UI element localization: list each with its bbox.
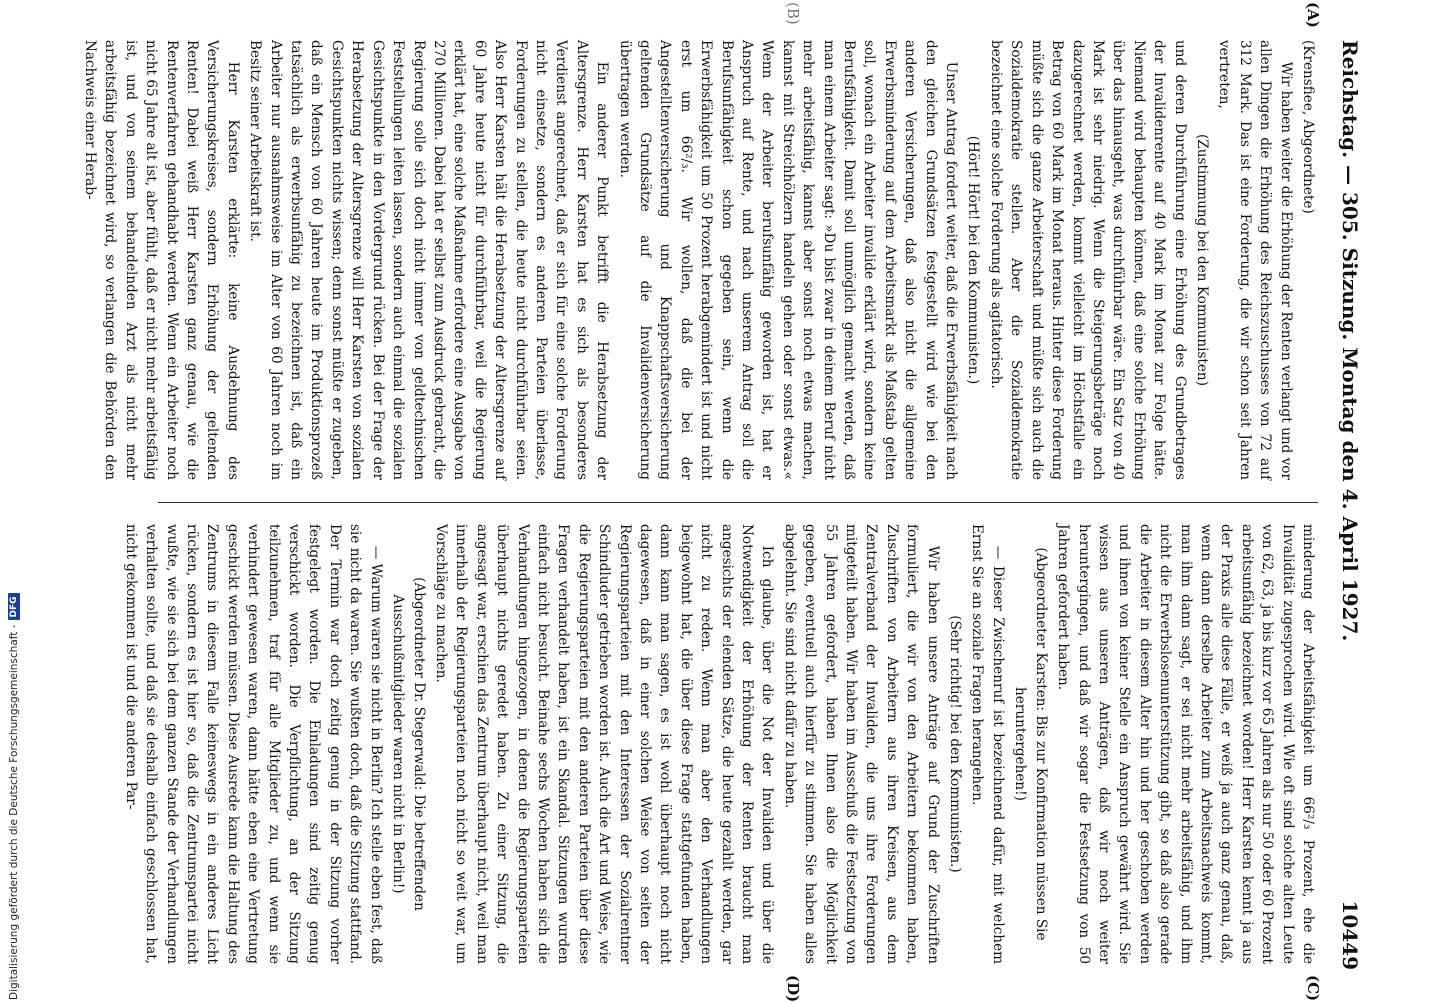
dfg-logo: DFG xyxy=(8,593,20,620)
page-number: 10449 xyxy=(1338,900,1362,970)
paragraph: (Krensfiee, Abgeordnete) xyxy=(1300,40,1316,214)
paragraph: Herr Karsten erklärte: keine Ausdehnung des Versicherungskreises, sondern Erhöhung der geltenden Renten! Dabei weiß Herr Karsten ganz genau, wie die Rentenverfahren gehandhabt werden. Wenn ein Arbeiter noch nicht 65 Jahre alt ist, aber fühlt, daß er nicht mehr arbeitsfähig ist, und von seinem behandelnden Arzt als nicht mehr arbeitsfähig bezeichnet wird, so verlangen die Behörden den Nachweis einer Herab- xyxy=(82,40,241,480)
paragraph: Wir haben weiter die Erhöhung der Renten verlangt und vor allen Dingen die Erhöhung des Reichszuschusses von 72 auf 312 Mark. Das ist eine Forderung, die wir schon seit Jahren vertreten, xyxy=(1216,40,1294,480)
interjection: (Hört! Hört! bei den Kommunisten.) xyxy=(965,135,982,385)
margin-mark-a: (A) xyxy=(1304,2,1322,28)
rotated-page-content xyxy=(82,2,1362,1002)
interjection: (Zustimmung bei den Kommunisten) xyxy=(1193,134,1210,386)
paragraph: minderung der Arbeitsfähigkeit um 66²/₃ Prozent, ehe die Invalidität zugesprochen wird. Wie oft sind solche alten Leute von 62, 63, ja bis kurz vor 65 Jahren als nur 50 oder 60 Prozent arbeitsunfähig bezeichnet worden! Herr Karsten kennt ja aus der Praxis alle diese Fälle, er weiß ja auch ganz genau, daß, wenn dann derselbe Arbeiter zum Arbeitsnachweis kommt, man ihm dann sagt, er sei nicht mehr arbeitsfähig, und ihm nicht die Erwerbslosenunterstützung gibt, so daß also gerade die Arbeiter in diesem Alter hin und her geschoben werden und ihnen von keiner Stelle ein Anspruch gewährt wird. Sie wissen aus unseren Anträgen, daß wir noch weiter heruntergingen, und daß wir sogar die Festsetzung von 50 Jahren gefordert haben. xyxy=(1055,524,1316,964)
right-text-column xyxy=(118,524,1318,964)
left-text-column xyxy=(82,40,1318,480)
margin-mark-b: (B) xyxy=(784,2,802,25)
paragraph: — Warum waren sie nicht in Berlin? Ich stelle eben fest, daß sie nicht da waren. Sie wußten doch, daß die Sitzung stattfand. Der Termin war doch zeitig genug in der Sitzung vorher festgelegt worden. Die Einladungen sind zeitig genug verschickt worden. Die Verpflichtung, an der Sitzung teilzunehmen, traf für alle Mitglieder zu, und wenn sie verhindert gewesen waren, dann hätte eben eine Vertretung geschickt werden müssen. Diese Ausrede kann die Haltung des Zentrums in diesem Falle keineswegs in ein anderes Licht rücken, sondern es ist hier so, daß die Zentrumspartei nicht wußte, wie sie sich bei dem ganzen Stande der Verhandlungen verhalten sollte, und daß sie deshalb einfach geschlossen hat, nicht gekommen ist und die anderen Par- xyxy=(122,524,384,964)
footer-text: Digitalisierung gefördert durch die Deutsche Forschungsgemeinschaft - xyxy=(8,624,20,1000)
digitization-footer xyxy=(8,593,20,1000)
interjection: (Sehr richtig! bei den Kommunisten.) xyxy=(947,615,964,873)
column-divider xyxy=(158,502,1318,503)
margin-mark-c: (C) xyxy=(1304,975,1322,1002)
header-title: Reichstag. — 305. Sitzung. Montag den 4. April 1927. xyxy=(1338,40,1362,642)
interjection: (Abgeordneter Dr. Stegerwald: Die betreffenden Ausschußmitglieder waren nicht in Berlin!) xyxy=(390,577,427,911)
page-header xyxy=(1336,40,1362,970)
paragraph: Wir haben unsere Anträge auf Grund der Zuschriften formuliert, die wir von den Arbeitern bekommen haben, Zuschriften von Arbeitern aus ihren Kreisen, aus dem Zentralverband der Invaliden, die uns ihre Forderungen mitgeteilt haben. Wir haben im Ausschuß die Festsetzung von 55 Jahren gefordert, haben Ihnen also die Möglichkeit gegeben, eventuell auch hierfür zu stimmen. Sie haben alles abgelehnt. Sie sind nicht dafür zu haben. xyxy=(781,524,941,964)
interjection: (Abgeordneter Karsten: Bis zur Konfirmation müssen Sie heruntergehen!) xyxy=(1012,547,1049,941)
paragraph: Ein anderer Punkt betrifft die Herabsetzung der Altersgrenze. Herr Karsten hat es sich als besonderes Verdienst angerechnet, daß er sich für eine solche Forderung nicht einsetze, sondern es anderen Parteien überlasse, Forderungen zu stellen, die heute nicht durchführbar seien. Also Herr Karsten hält die Herabsetzung der Altersgrenze auf 60 Jahre heute nicht für durchführbar, weil die Regierung erklärt hat, eine solche Maßnahme erfordere eine Ausgabe von 270 Millionen. Dabei hat er selbst zum Ausdruck gebracht, die Regierung solle sich doch nicht immer von geldtechnischen Feststellungen leiten lassen, sondern auch einmal die sozialen Gesichtspunkte in den Vordergrund rücken. Bei der Frage der Herabsetzung der Altersgrenze will Herr Karsten von sozialen Gesichtspunkten nichts wissen; denn sonst müßte er zugeben, daß ein Mensch von 60 Jahren heute im Produktionsprozeß tatsächlich als erwerbsunfähig zu bezeichnen ist, daß ein Arbeiter nur ausnahmsweise im Alter von 60 Jahren noch im Besitz seiner Arbeitskraft ist. xyxy=(247,40,611,480)
margin-mark-d: (D) xyxy=(784,975,802,1002)
paragraph: — Dieser Zwischenruf ist bezeichnend dafür, mit welchem Ernst Sie an soziale Fragen herangehen. xyxy=(969,524,1006,964)
paragraph: Ich glaube, über die Not der Invaliden und über die Notwendigkeit der Erhöhung der Renten braucht man angesichts der elenden Sätze, die heute gezahlt werden, gar nicht zu reden. Wenn man aber den Verhandlungen beigewohnt hat, die über diese Frage stattgefunden haben, dann kann man sagen, es ist wohl überhaupt noch nicht dagewesen, daß in einer solchen Weise von seiten der Regierungsparteien mit den Interessen der Sozialrentner Schindluder getrieben worden ist. Auch die Art und Weise, wie die Regierungsparteien mit den anderen Parteien über diese Fragen verhandelt haben, ist ein Skandal. Sitzungen wurden einfach nicht besucht. Beinahe sechs Wochen haben sich die Verhandlungen hingezogen, in denen die Regierungsparteien überhaupt nichts geredet haben. Zu einer Sitzung, die angesagt war, erschien das Zentrum überhaupt nicht, weil man innerhalb der Regierungsparteien noch nicht so weit war, um Vorschläge zu machen. xyxy=(432,524,776,964)
paragraph: und deren Durchführung eine Erhöhung des Grundbetrages der Invalidenrente auf 40 Mark im Monat zur Folge hätte. Niemand wird behaupten können, daß eine solche Erhöhung über das hinausgeht, was durchführbar wäre. Ein Satz von 40 Mark ist sehr niedrig. Wenn die Steigerungsbeträge noch dazugerechnet werden, kommt vielleicht im Höchstfalle ein Betrag von 60 Mark im Monat heraus. Hinter diese Forderung müßte sich die ganze Arbeiterschaft und müßte sich auch die Sozialdemokratie stellen. Aber die Sozialdemokratie bezeichnet eine solche Forderung als agitatorisch. xyxy=(987,40,1188,480)
paragraph: Unser Antrag fordert weiter, daß die Erwerbsfähigkeit nach den gleichen Grundsätzen festgestellt wird wie bei den anderen Versicherungen, daß also nicht die allgemeine Erwerbsminderung auf dem Arbeitsmarkt als Maßstab gelten soll, wonach ein Arbeiter invalide erklärt wird, sondern keine Berufsfähigkeit. Damit soll unmöglich gemacht werden, daß man einem Arbeiter sagt: »Du bist zwar in deinem Beruf nicht mehr arbeitsfähig, kannst aber sonst noch etwas machen, kannst mit Streichhölzern handeln gehen oder sonst etwas.« Wenn der Arbeiter berufsunfähig geworden ist, hat er Anspruch auf Rente, und nach unserem Antrag soll die Berufsunfähigkeit schon gegeben sein, wenn die Erwerbsfähigkeit um 50 Prozent herabgemindert ist und nicht erst um 66²/₃. Wir wollen, daß die bei der Angestelltenversicherung und Knappschaftsversicherung geltenden Grundsätze auf die Invalidenversicherung übertragen werden. xyxy=(616,40,960,480)
